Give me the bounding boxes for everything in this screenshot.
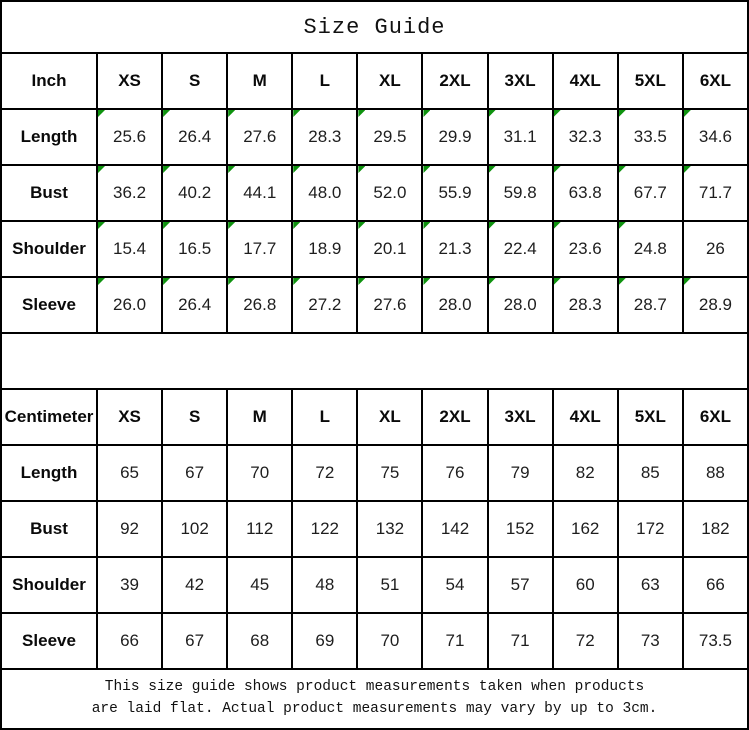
measurement-cell-text: 32.3 (568, 127, 602, 146)
triangle-marker-icon (228, 110, 235, 117)
measurement-cell-text: 26.4 (178, 295, 212, 314)
measurement-cell (97, 445, 162, 501)
measurement-cell-text: 28.7 (633, 295, 667, 314)
triangle-marker-icon (619, 110, 626, 117)
triangle-marker-icon (423, 278, 430, 285)
size-col-header-m-text: M (252, 71, 267, 90)
row-label-bust (1, 501, 97, 557)
measurement-cell (422, 557, 487, 613)
measurement-cell-text: 66 (120, 631, 139, 650)
measurement-cell-text: 15.4 (113, 239, 147, 258)
measurement-cell-text: 65 (120, 463, 139, 482)
centimeter-unit-header (1, 389, 97, 445)
row-label-sleeve-text: Sleeve (22, 295, 76, 314)
measurement-cell-text: 33.5 (633, 127, 667, 146)
measurement-cell (553, 501, 618, 557)
measurement-cell (357, 165, 422, 221)
triangle-marker-icon (619, 166, 626, 173)
measurement-cell-text: 66 (705, 575, 725, 594)
size-col-header-xl-text: XL (379, 71, 401, 90)
size-col-header-xs (97, 53, 162, 109)
size-col-header-6xl (683, 389, 748, 445)
measurement-cell (227, 221, 292, 277)
measurement-cell-text: 63 (640, 575, 660, 594)
page-title-text: Size Guide (303, 14, 446, 40)
measurement-cell (162, 165, 227, 221)
measurement-cell (553, 557, 618, 613)
measurement-cell (488, 277, 553, 333)
measurement-cell (618, 557, 683, 613)
measurement-cell (683, 277, 748, 333)
measurement-cell (227, 109, 292, 165)
size-col-header-5xl-text: 5XL (634, 407, 666, 426)
triangle-marker-icon (98, 278, 105, 285)
footer-note (1, 669, 748, 729)
measurement-cell-text: 52.0 (373, 183, 407, 202)
measurement-cell (683, 501, 748, 557)
size-col-header-xs-text: XS (118, 407, 141, 426)
row-label-shoulder (1, 557, 97, 613)
measurement-cell-text: 20.1 (373, 239, 407, 258)
measurement-cell (422, 109, 487, 165)
measurement-cell (227, 165, 292, 221)
measurement-cell (683, 445, 748, 501)
measurement-cell (292, 613, 357, 669)
measurement-cell (357, 221, 422, 277)
triangle-marker-icon (554, 222, 561, 229)
triangle-marker-icon (554, 110, 561, 117)
measurement-cell-text: 68 (250, 631, 270, 650)
measurement-cell (162, 221, 227, 277)
measurement-cell-text: 70 (250, 463, 270, 482)
triangle-marker-icon (489, 278, 496, 285)
size-col-header-xl-text: XL (379, 407, 401, 426)
triangle-marker-icon (489, 110, 496, 117)
row-label-shoulder-text: Shoulder (12, 575, 86, 594)
measurement-cell (292, 277, 357, 333)
measurement-cell (227, 445, 292, 501)
size-col-header-2xl-text: 2XL (439, 71, 471, 90)
measurement-cell-text: 24.8 (633, 239, 667, 258)
measurement-cell (488, 501, 553, 557)
measurement-cell-text: 28.9 (698, 295, 732, 314)
measurement-cell-text: 54 (445, 575, 465, 594)
measurement-cell (422, 165, 487, 221)
measurement-cell (683, 109, 748, 165)
measurement-cell (227, 557, 292, 613)
size-col-header-2xl (422, 389, 487, 445)
footer-note-line1: This size guide shows product measurements taken when products (104, 679, 645, 696)
measurement-cell (683, 557, 748, 613)
measurement-cell-text: 122 (310, 519, 340, 538)
measurement-cell-text: 85 (640, 463, 660, 482)
measurement-cell (488, 109, 553, 165)
measurement-cell-text: 102 (180, 519, 209, 538)
measurement-cell-text: 23.6 (568, 239, 602, 258)
inch-row-shoulder (1, 221, 748, 277)
triangle-marker-icon (228, 278, 235, 285)
size-col-header-5xl (618, 53, 683, 109)
measurement-cell (488, 613, 553, 669)
triangle-marker-icon (358, 110, 365, 117)
measurement-cell-text: 152 (505, 519, 535, 538)
row-label-length-text: Length (20, 127, 78, 146)
measurement-cell-text: 26.0 (113, 295, 147, 314)
size-col-header-6xl (683, 53, 748, 109)
triangle-marker-icon (98, 222, 105, 229)
footer-note-line2: are laid flat. Actual product measurements may vary by up to 3cm. (91, 701, 658, 717)
measurement-cell-text: 67.7 (633, 183, 667, 202)
triangle-marker-icon (684, 166, 691, 173)
row-label-bust (1, 165, 97, 221)
size-col-header-5xl (618, 389, 683, 445)
measurement-cell (618, 165, 683, 221)
triangle-marker-icon (228, 222, 235, 229)
measurement-cell (292, 557, 357, 613)
measurement-cell (683, 165, 748, 221)
measurement-cell-text: 28.0 (503, 295, 537, 314)
size-col-header-3xl (488, 53, 553, 109)
size-col-header-l-text: L (319, 407, 331, 426)
measurement-cell (97, 501, 162, 557)
triangle-marker-icon (98, 110, 105, 117)
measurement-cell (618, 501, 683, 557)
measurement-cell (292, 501, 357, 557)
triangle-marker-icon (358, 166, 365, 173)
measurement-cell (97, 557, 162, 613)
measurement-cell-text: 60 (575, 575, 595, 594)
centimeter-header-row (1, 389, 748, 445)
spacer-cell (1, 333, 748, 389)
size-col-header-xs (97, 389, 162, 445)
measurement-cell-text: 45 (250, 575, 270, 594)
measurement-cell-text: 28.0 (438, 295, 472, 314)
measurement-cell (97, 613, 162, 669)
measurement-cell-text: 42 (185, 575, 205, 594)
row-label-sleeve (1, 613, 97, 669)
measurement-cell-text: 40.2 (178, 183, 212, 202)
measurement-cell-text: 72 (315, 463, 335, 482)
triangle-marker-icon (293, 110, 300, 117)
measurement-cell-text: 82 (575, 463, 595, 482)
measurement-cell-text: 17.7 (243, 239, 277, 258)
size-col-header-m (227, 389, 292, 445)
measurement-cell-text: 55.9 (438, 183, 472, 202)
measurement-cell-text: 29.9 (438, 127, 472, 146)
measurement-cell-text: 31.1 (503, 127, 537, 146)
size-col-header-m-text: M (252, 407, 267, 426)
measurement-cell-text: 27.6 (373, 295, 407, 314)
size-col-header-s (162, 389, 227, 445)
row-label-sleeve-text: Sleeve (22, 631, 76, 650)
measurement-cell (292, 445, 357, 501)
inch-row-length (1, 109, 748, 165)
measurement-cell-text: 71 (445, 631, 465, 650)
measurement-cell-text: 16.5 (178, 239, 212, 258)
size-col-header-2xl (422, 53, 487, 109)
measurement-cell (422, 445, 487, 501)
size-col-header-l (292, 53, 357, 109)
measurement-cell (618, 445, 683, 501)
measurement-cell-text: 69 (315, 631, 335, 650)
inch-header-row (1, 53, 748, 109)
measurement-cell (553, 165, 618, 221)
measurement-cell (618, 277, 683, 333)
size-col-header-4xl-text: 4XL (569, 407, 601, 426)
measurement-cell (97, 221, 162, 277)
triangle-marker-icon (423, 166, 430, 173)
size-col-header-6xl-text: 6XL (699, 71, 732, 90)
measurement-cell-text: 112 (246, 519, 274, 538)
measurement-cell-text: 71 (510, 631, 530, 650)
triangle-marker-icon (423, 110, 430, 117)
measurement-cell-text: 18.9 (308, 239, 342, 258)
row-label-bust-text: Bust (30, 183, 68, 202)
size-col-header-6xl-text: 6XL (699, 407, 732, 426)
title-row (1, 1, 748, 53)
triangle-marker-icon (554, 278, 561, 285)
measurement-cell (683, 613, 748, 669)
measurement-cell-text: 132 (375, 519, 405, 538)
measurement-cell-text: 142 (440, 519, 470, 538)
triangle-marker-icon (489, 222, 496, 229)
measurement-cell-text: 36.2 (113, 183, 147, 202)
measurement-cell-text: 73.5 (698, 631, 732, 650)
size-col-header-s-text: S (188, 407, 201, 426)
measurement-cell-text: 182 (701, 519, 730, 538)
measurement-cell-text: 162 (571, 519, 600, 538)
measurement-cell (357, 501, 422, 557)
triangle-marker-icon (684, 278, 691, 285)
measurement-cell (488, 445, 553, 501)
row-label-length-text: Length (20, 463, 78, 482)
size-col-header-3xl-text: 3XL (504, 407, 536, 426)
triangle-marker-icon (358, 222, 365, 229)
measurement-cell-text: 44.1 (243, 183, 277, 202)
measurement-cell (618, 221, 683, 277)
measurement-cell (162, 557, 227, 613)
triangle-marker-icon (163, 278, 170, 285)
measurement-cell-text: 71.7 (698, 183, 732, 202)
measurement-cell-text: 21.3 (438, 239, 472, 258)
centimeter-row-shoulder (1, 557, 748, 613)
triangle-marker-icon (163, 166, 170, 173)
measurement-cell (422, 613, 487, 669)
measurement-cell-text: 26.8 (243, 295, 277, 314)
measurement-cell (292, 109, 357, 165)
size-col-header-m (227, 53, 292, 109)
measurement-cell (227, 277, 292, 333)
inch-unit-header-text: Inch (31, 71, 67, 90)
measurement-cell-text: 70 (380, 631, 400, 650)
measurement-cell-text: 26 (705, 239, 725, 258)
triangle-marker-icon (684, 110, 691, 117)
triangle-marker-icon (293, 278, 300, 285)
measurement-cell (162, 613, 227, 669)
measurement-cell (553, 613, 618, 669)
measurement-cell (553, 445, 618, 501)
triangle-marker-icon (98, 166, 105, 173)
page-title (1, 1, 748, 53)
measurement-cell (227, 613, 292, 669)
measurement-cell (488, 165, 553, 221)
size-col-header-s-text: S (188, 71, 201, 90)
triangle-marker-icon (163, 222, 170, 229)
row-label-bust-text: Bust (30, 519, 68, 538)
measurement-cell-text: 26.4 (178, 127, 212, 146)
inch-row-sleeve (1, 277, 748, 333)
measurement-cell (488, 557, 553, 613)
measurement-cell-text: 22.4 (503, 239, 537, 258)
row-label-length (1, 445, 97, 501)
measurement-cell (162, 277, 227, 333)
measurement-cell-text: 63.8 (568, 183, 602, 202)
triangle-marker-icon (163, 110, 170, 117)
measurement-cell (97, 109, 162, 165)
centimeter-row-sleeve (1, 613, 748, 669)
triangle-marker-icon (293, 222, 300, 229)
measurement-cell-text: 88 (705, 463, 725, 482)
size-col-header-xl (357, 389, 422, 445)
size-col-header-4xl (553, 389, 618, 445)
measurement-cell-text: 39 (120, 575, 139, 594)
measurement-cell-text: 29.5 (373, 127, 407, 146)
centimeter-unit-header-text: Centimeter (4, 407, 94, 426)
measurement-cell-text: 67 (185, 631, 205, 650)
measurement-cell (357, 277, 422, 333)
measurement-cell (292, 165, 357, 221)
spacer-row (1, 333, 748, 389)
triangle-marker-icon (619, 222, 626, 229)
triangle-marker-icon (554, 166, 561, 173)
measurement-cell (357, 109, 422, 165)
measurement-cell-text: 27.6 (243, 127, 277, 146)
measurement-cell (422, 501, 487, 557)
measurement-cell-text: 57 (510, 575, 530, 594)
row-label-length (1, 109, 97, 165)
measurement-cell-text: 48.0 (308, 183, 342, 202)
measurement-cell (618, 613, 683, 669)
measurement-cell-text: 73 (640, 631, 660, 650)
measurement-cell (357, 557, 422, 613)
triangle-marker-icon (423, 222, 430, 229)
measurement-cell-text: 48 (315, 575, 335, 594)
triangle-marker-icon (228, 166, 235, 173)
measurement-cell (357, 445, 422, 501)
measurement-cell-text: 28.3 (308, 127, 342, 146)
measurement-cell-text: 72 (575, 631, 595, 650)
size-col-header-xl (357, 53, 422, 109)
centimeter-row-bust (1, 501, 748, 557)
size-col-header-s (162, 53, 227, 109)
size-col-header-3xl-text: 3XL (504, 71, 536, 90)
measurement-cell-text: 27.2 (308, 295, 342, 314)
size-col-header-4xl-text: 4XL (569, 71, 601, 90)
measurement-cell (162, 501, 227, 557)
measurement-cell (292, 221, 357, 277)
row-label-sleeve (1, 277, 97, 333)
measurement-cell-text: 51 (380, 575, 400, 594)
triangle-marker-icon (619, 278, 626, 285)
size-col-header-xs-text: XS (118, 71, 141, 90)
measurement-cell-text: 92 (120, 519, 139, 538)
triangle-marker-icon (293, 166, 300, 173)
measurement-cell (162, 109, 227, 165)
measurement-cell-text: 67 (185, 463, 205, 482)
triangle-marker-icon (358, 278, 365, 285)
measurement-cell-text: 172 (636, 519, 665, 538)
measurement-cell (227, 501, 292, 557)
measurement-cell-text: 59.8 (503, 183, 537, 202)
measurement-cell-text: 75 (380, 463, 400, 482)
triangle-marker-icon (489, 166, 496, 173)
measurement-cell-text: 76 (445, 463, 465, 482)
row-label-shoulder (1, 221, 97, 277)
inch-row-bust (1, 165, 748, 221)
centimeter-row-length (1, 445, 748, 501)
measurement-cell (553, 221, 618, 277)
measurement-cell-text: 28.3 (568, 295, 602, 314)
measurement-cell (553, 277, 618, 333)
measurement-cell (97, 277, 162, 333)
measurement-cell (422, 221, 487, 277)
measurement-cell (162, 445, 227, 501)
measurement-cell (357, 613, 422, 669)
size-col-header-2xl-text: 2XL (439, 407, 471, 426)
size-col-header-5xl-text: 5XL (634, 71, 666, 90)
size-col-header-4xl (553, 53, 618, 109)
measurement-cell-text: 79 (510, 463, 530, 482)
measurement-cell (488, 221, 553, 277)
size-col-header-3xl (488, 389, 553, 445)
inch-unit-header (1, 53, 97, 109)
size-col-header-l (292, 389, 357, 445)
measurement-cell-text: 25.6 (113, 127, 147, 146)
measurement-cell (97, 165, 162, 221)
measurement-cell (422, 277, 487, 333)
measurement-cell (618, 109, 683, 165)
measurement-cell-text: 34.6 (698, 127, 732, 146)
measurement-cell (553, 109, 618, 165)
measurement-cell (683, 221, 748, 277)
footer-row (1, 669, 748, 729)
size-col-header-l-text: L (319, 71, 331, 90)
row-label-shoulder-text: Shoulder (12, 239, 86, 258)
